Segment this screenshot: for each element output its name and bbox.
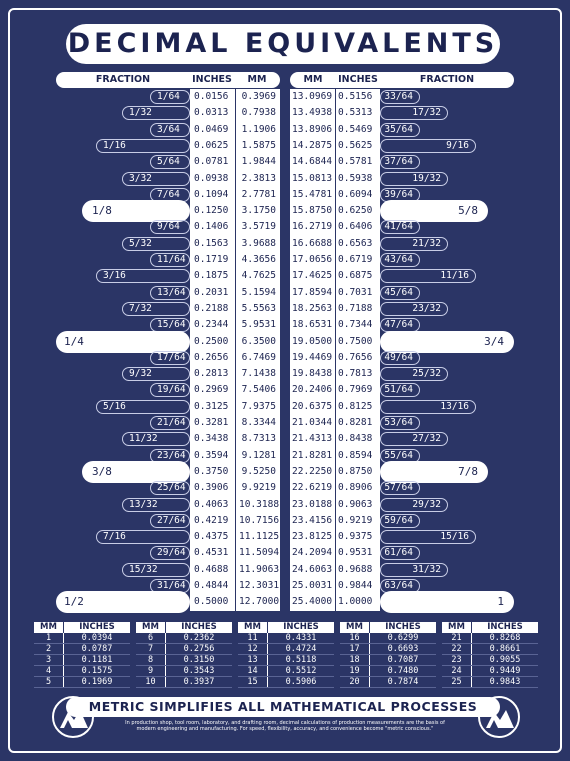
mm-value: 13 [238,655,268,665]
left-mm-cell: 3.9688 [241,237,276,249]
left-fraction-pill: 23/64 [150,449,190,463]
right-fraction-pill: 51/64 [380,383,420,397]
right-inches-cell: 0.6094 [338,188,373,200]
left-mm-cell: 5.1594 [241,286,276,298]
mm-header-inches: INCHES [79,622,115,632]
mm-value: 15 [238,677,268,687]
left-inches-cell: 0.3906 [194,482,229,494]
left-fraction-major: 1/8 [82,200,190,222]
mm-table-row [238,666,334,677]
right-header-fraction: FRACTION [419,74,475,85]
mm-value: 5 [34,677,64,687]
right-mm-cell: 23.0188 [292,498,333,510]
left-mm-cell: 9.1281 [241,449,276,461]
mm-table-header [238,622,334,633]
mm-value: 7 [136,644,166,654]
right-mm-cell: 25.0031 [292,580,333,591]
left-inches-cell: 0.1406 [194,221,229,233]
mm-table-header [442,622,538,633]
inch-value: 0.0787 [81,644,113,654]
right-inches-cell: 0.8281 [338,417,373,428]
left-mm-cell: 3.1750 [241,205,276,217]
right-inches-cell: 0.7031 [338,286,373,298]
left-header-mm: MM [247,74,267,85]
left-fraction-pill: 3/64 [150,123,190,137]
right-inches-cell: 0.7500 [338,335,373,347]
mm-header-mm: MM [442,622,472,633]
left-inches-cell: 0.1719 [194,254,229,265]
right-fraction-major: 1 [380,591,514,613]
right-inches-cell: 0.6875 [338,270,373,282]
mm-table-row [442,633,538,644]
left-inches-cell: 0.3281 [194,417,229,428]
left-mm-cell: 3.5719 [241,221,276,233]
left-inches-cell: 0.4375 [194,531,229,543]
left-mm-cell: 1.5875 [241,139,276,151]
inch-value: 0.5118 [285,655,317,665]
inch-value: 0.7087 [387,655,419,665]
mm-header-mm: MM [136,622,166,633]
inch-value: 0.6299 [387,633,419,643]
right-fraction-pill: 61/64 [380,546,420,560]
left-column-divider [235,89,236,611]
left-mm-cell: 10.3188 [239,498,280,510]
left-inches-cell: 0.0469 [194,123,229,135]
right-fraction-pill: 53/64 [380,416,420,430]
mm-table-5 [442,622,538,688]
left-inches-cell: 0.0938 [194,172,229,184]
left-inches-cell: 0.5000 [194,596,229,608]
inch-value: 0.3543 [183,666,215,676]
mm-value: 21 [442,633,472,643]
left-fraction-pill: 19/64 [150,383,190,397]
left-fraction-pill: 13/64 [150,286,190,300]
right-inches-cell: 0.7188 [338,302,373,314]
left-mm-cell: 12.7000 [239,596,280,608]
right-mm-cell: 19.8438 [292,368,333,380]
mm-value: 4 [34,666,64,676]
inch-value: 0.1575 [81,666,113,676]
left-inches-cell: 0.3125 [194,400,229,412]
inch-value: 0.2756 [183,644,215,654]
inch-value: 0.7480 [387,666,419,676]
right-inches-cell: 0.5625 [338,139,373,151]
right-fraction-pill: 35/64 [380,123,420,137]
mm-table-row [136,666,232,677]
mm-value: 18 [340,655,370,665]
left-mm-cell: 7.9375 [241,400,276,412]
right-fraction-major: 7/8 [380,461,488,483]
mm-value: 9 [136,666,166,676]
left-fraction-pill: 15/32 [122,563,190,577]
left-fraction-pill: 5/16 [96,400,190,414]
left-mm-cell: 0.3969 [241,91,276,102]
right-inches-cell: 0.8594 [338,449,373,461]
left-inches-cell: 0.4844 [194,580,229,591]
left-mm-cell: 11.1125 [239,531,280,543]
mm-table-row [136,644,232,655]
right-mm-cell: 20.2406 [292,384,333,396]
inch-value: 0.9449 [489,666,521,676]
right-fraction-pill: 63/64 [380,579,420,593]
right-inches-cell: 0.5781 [338,156,373,168]
left-fraction-pill: 27/64 [150,514,190,528]
left-mm-cell: 7.5406 [241,384,276,396]
right-fraction-pill: 33/64 [380,90,420,104]
left-fraction-pill: 7/64 [150,188,190,202]
right-inches-cell: 0.7813 [338,368,373,380]
mm-table-row [238,633,334,644]
inch-value: 0.5906 [285,677,317,687]
right-inches-cell: 0.8750 [338,465,373,477]
mm-table-row [34,666,130,677]
right-inches-cell: 0.9063 [338,498,373,510]
mm-table-row [442,644,538,655]
mm-header-mm: MM [238,622,268,633]
right-fraction-pill: 39/64 [380,188,420,202]
mm-table-row [136,677,232,688]
mm-table-row [34,644,130,655]
mm-table-row [340,633,436,644]
left-inches-cell: 0.2969 [194,384,229,396]
right-mm-cell: 24.6063 [292,563,333,575]
right-mm-cell: 21.4313 [292,433,333,445]
right-mm-cell: 20.6375 [292,400,333,412]
right-inches-cell: 0.5313 [338,107,373,119]
left-mm-cell: 2.3813 [241,172,276,184]
left-inches-cell: 0.3750 [194,465,229,477]
left-fraction-pill: 5/32 [122,237,190,251]
right-inches-cell: 1.0000 [338,596,373,608]
right-mm-cell: 21.8281 [292,449,333,461]
right-header-inches: INCHES [338,74,378,85]
left-inches-cell: 0.4063 [194,498,229,510]
left-fraction-major: 1/2 [56,591,190,613]
right-fraction-pill: 25/32 [380,367,448,381]
mm-value: 10 [136,677,166,687]
right-inches-cell: 0.9375 [338,531,373,543]
mm-table-row [238,655,334,666]
left-inches-cell: 0.3594 [194,449,229,461]
left-fraction-pill: 11/32 [122,432,190,446]
right-fraction-pill: 11/16 [380,269,476,283]
right-inches-cell: 0.9688 [338,563,373,575]
left-fraction-pill: 5/64 [150,155,190,169]
right-inches-cell: 0.5938 [338,172,373,184]
mm-table-header [34,622,130,633]
left-mm-cell: 5.9531 [241,319,276,331]
right-mm-cell: 23.4156 [292,514,333,526]
right-mm-cell: 13.8906 [292,123,333,135]
mm-value: 23 [442,655,472,665]
left-inches-cell: 0.1094 [194,188,229,200]
right-mm-cell: 19.4469 [292,351,333,363]
footer-title: METRIC SIMPLIFIES ALL MATHEMATICAL PROCESSES [66,697,500,717]
right-fraction-pill: 9/16 [380,139,476,153]
inch-value: 0.2362 [183,633,215,643]
left-fraction-pill: 3/16 [96,269,190,283]
mm-header-inches: INCHES [487,622,523,632]
left-fraction-major: 1/4 [56,331,190,353]
left-fraction-pill: 31/64 [150,579,190,593]
mm-header-inches: INCHES [385,622,421,632]
mm-value: 19 [340,666,370,676]
right-inches-cell: 0.7344 [338,319,373,331]
mm-value: 6 [136,633,166,643]
left-mm-cell: 9.5250 [241,465,276,477]
mm-table-row [340,677,436,688]
left-mm-cell: 8.7313 [241,433,276,445]
right-mm-cell: 23.8125 [292,531,333,543]
right-mm-cell: 16.6688 [292,237,333,249]
right-inches-cell: 0.5156 [338,91,373,102]
left-fraction-pill: 29/64 [150,546,190,560]
right-fraction-pill: 21/32 [380,237,448,251]
left-mm-cell: 12.3031 [239,580,280,591]
left-mm-cell: 1.1906 [241,123,276,135]
right-fraction-pill: 27/32 [380,432,448,446]
left-inches-cell: 0.1250 [194,205,229,217]
mm-table-4 [340,622,436,688]
right-mm-cell: 13.4938 [292,107,333,119]
mm-value: 8 [136,655,166,665]
mm-table-row [340,666,436,677]
right-fraction-pill: 49/64 [380,351,420,365]
left-header-fraction: FRACTION [95,74,151,85]
mm-table-row [442,655,538,666]
mm-table-header [340,622,436,633]
right-inches-cell: 0.7969 [338,384,373,396]
mm-header-inches: INCHES [283,622,319,632]
right-mm-cell: 25.4000 [292,596,333,608]
left-mm-cell: 0.7938 [241,107,276,119]
left-mm-cell: 7.1438 [241,368,276,380]
right-mm-cell: 18.2563 [292,302,333,314]
right-inches-cell: 0.6719 [338,254,373,265]
inch-value: 0.6693 [387,644,419,654]
mm-table-row [238,677,334,688]
inch-value: 0.0394 [81,633,113,643]
left-inches-cell: 0.1563 [194,237,229,249]
right-mm-cell: 16.2719 [292,221,333,233]
mm-value: 14 [238,666,268,676]
left-fraction-pill: 9/32 [122,367,190,381]
left-fraction-major: 3/8 [82,461,190,483]
right-fraction-pill: 41/64 [380,220,420,234]
left-inches-cell: 0.4531 [194,547,229,559]
left-mm-cell: 4.7625 [241,270,276,282]
inch-value: 0.3150 [183,655,215,665]
mm-table-row [34,633,130,644]
right-fraction-pill: 43/64 [380,253,420,267]
inch-value: 0.1969 [81,677,113,687]
inch-value: 0.7874 [387,677,419,687]
right-mm-cell: 17.8594 [292,286,333,298]
left-inches-cell: 0.2188 [194,302,229,314]
mm-value: 12 [238,644,268,654]
mm-value: 25 [442,677,472,687]
inch-value: 0.4724 [285,644,317,654]
left-mm-cell: 11.9063 [239,563,280,575]
mm-table-row [136,633,232,644]
left-inches-cell: 0.1875 [194,270,229,282]
left-mm-cell: 9.9219 [241,482,276,494]
left-inches-cell: 0.2344 [194,319,229,331]
left-mm-cell: 10.7156 [239,514,280,526]
mm-value: 20 [340,677,370,687]
mm-table-row [340,655,436,666]
mm-header-mm: MM [34,622,64,633]
mm-value: 17 [340,644,370,654]
left-fraction-pill: 21/64 [150,416,190,430]
inch-value: 0.3937 [183,677,215,687]
mm-value: 2 [34,644,64,654]
left-fraction-pill: 15/64 [150,318,190,332]
left-inches-cell: 0.4219 [194,514,229,526]
right-column-divider [335,89,336,611]
left-inches-cell: 0.4688 [194,563,229,575]
left-mm-cell: 2.7781 [241,188,276,200]
left-mm-cell: 11.5094 [239,547,280,559]
left-mm-cell: 8.3344 [241,417,276,428]
right-inches-cell: 0.8906 [338,482,373,494]
inch-value: 0.9055 [489,655,521,665]
right-fraction-pill: 17/32 [380,106,448,120]
right-mm-cell: 18.6531 [292,319,333,331]
inch-value: 0.1181 [81,655,113,665]
right-fraction-pill: 19/32 [380,172,448,186]
mm-table-row [136,655,232,666]
inch-value: 0.5512 [285,666,317,676]
left-inches-cell: 0.2656 [194,351,229,363]
mm-table-row [34,677,130,688]
right-mm-cell: 15.0813 [292,172,333,184]
inch-value: 0.4331 [285,633,317,643]
left-inches-cell: 0.3438 [194,433,229,445]
right-fraction-pill: 13/16 [380,400,476,414]
right-mm-cell: 15.4781 [292,188,333,200]
right-inches-cell: 0.8125 [338,400,373,412]
right-fraction-pill: 55/64 [380,449,420,463]
left-mm-cell: 1.9844 [241,156,276,168]
left-mm-cell: 4.3656 [241,254,276,265]
left-fraction-pill: 11/64 [150,253,190,267]
left-inches-cell: 0.2813 [194,368,229,380]
right-inches-cell: 0.6406 [338,221,373,233]
left-inches-cell: 0.0156 [194,91,229,102]
right-mm-cell: 19.0500 [292,335,333,347]
left-mm-cell: 6.7469 [241,351,276,363]
poster-title: DECIMAL EQUIVALENTS [66,24,500,64]
right-mm-cell: 17.4625 [292,270,333,282]
inch-value: 0.8268 [489,633,521,643]
mm-table-row [442,666,538,677]
mm-table-2 [136,622,232,688]
mm-table-row [340,644,436,655]
left-fraction-pill: 17/64 [150,351,190,365]
mm-header-inches: INCHES [181,622,217,632]
right-inches-cell: 0.6250 [338,205,373,217]
mm-table-row [34,655,130,666]
right-header-mm: MM [303,74,323,85]
right-mm-cell: 22.2250 [292,465,333,477]
right-inches-cell: 0.9531 [338,547,373,559]
left-mm-cell: 6.3500 [241,335,276,347]
inch-value: 0.8661 [489,644,521,654]
left-fraction-pill: 1/64 [150,90,190,104]
mm-table-row [442,677,538,688]
left-fraction-pill: 9/64 [150,220,190,234]
right-mm-cell: 22.6219 [292,482,333,494]
right-fraction-pill: 29/32 [380,498,448,512]
right-inches-cell: 0.5469 [338,123,373,135]
right-inches-cell: 0.9219 [338,514,373,526]
right-fraction-major: 3/4 [380,331,514,353]
mm-table-1 [34,622,130,688]
right-mm-cell: 15.8750 [292,205,333,217]
left-inches-cell: 0.0625 [194,139,229,151]
right-fraction-major: 5/8 [380,200,488,222]
left-inches-cell: 0.2500 [194,335,229,347]
left-inches-cell: 0.2031 [194,286,229,298]
left-mm-cell: 5.5563 [241,302,276,314]
right-mm-cell: 17.0656 [292,254,333,265]
right-fraction-pill: 31/32 [380,563,448,577]
left-fraction-pill: 7/16 [96,530,190,544]
mm-table-3 [238,622,334,688]
left-fraction-pill: 13/32 [122,498,190,512]
right-fraction-pill: 23/32 [380,302,448,316]
right-fraction-pill: 59/64 [380,514,420,528]
left-inches-cell: 0.0313 [194,107,229,119]
left-fraction-pill: 1/16 [96,139,190,153]
mm-value: 1 [34,633,64,643]
right-mm-cell: 14.2875 [292,139,333,151]
mm-value: 24 [442,666,472,676]
left-inches-cell: 0.0781 [194,156,229,168]
mm-table-row [238,644,334,655]
right-mm-cell: 13.0969 [292,91,333,102]
left-fraction-pill: 25/64 [150,481,190,495]
left-header-inches: INCHES [192,74,232,85]
footer-note: In production shop, tool room, laboratory, and drafting room, decimal calculations of production measurements are the basis of modern engineering and manufacturing. For speed, flexibility, accuracy, and convenience become "metric conscious." [125,720,445,732]
mm-value: 3 [34,655,64,665]
right-fraction-pill: 47/64 [380,318,420,332]
right-inches-cell: 0.7656 [338,351,373,363]
right-inches-cell: 0.6563 [338,237,373,249]
mm-header-mm: MM [340,622,370,633]
right-inches-cell: 0.9844 [338,580,373,591]
mm-value: 11 [238,633,268,643]
mm-value: 22 [442,644,472,654]
left-fraction-pill: 3/32 [122,172,190,186]
right-mm-cell: 21.0344 [292,417,333,428]
right-fraction-pill: 57/64 [380,481,420,495]
right-fraction-pill: 15/16 [380,530,476,544]
right-fraction-pill: 45/64 [380,286,420,300]
right-mm-cell: 24.2094 [292,547,333,559]
mm-value: 16 [340,633,370,643]
right-inches-cell: 0.8438 [338,433,373,445]
inch-value: 0.9843 [489,677,521,687]
left-fraction-pill: 1/32 [122,106,190,120]
right-fraction-pill: 37/64 [380,155,420,169]
right-mm-cell: 14.6844 [292,156,333,168]
mm-table-header [136,622,232,633]
left-fraction-pill: 7/32 [122,302,190,316]
